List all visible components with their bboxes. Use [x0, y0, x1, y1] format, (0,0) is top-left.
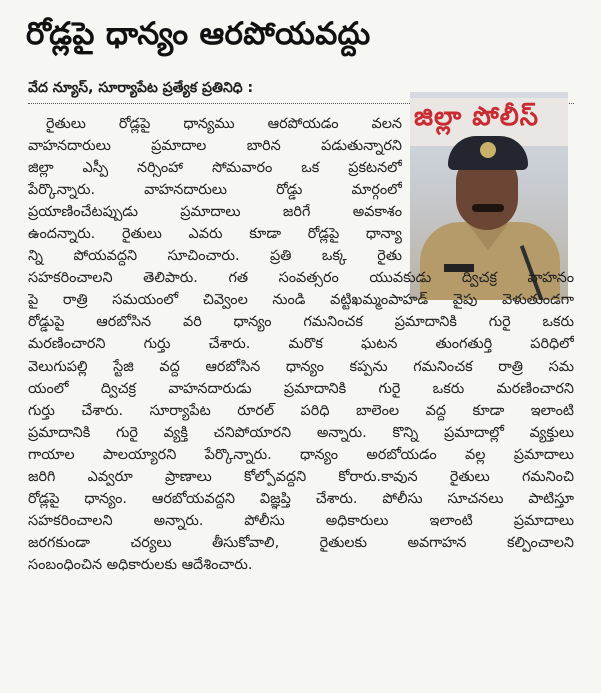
body-line: గాయాల పాలయ్యారని పేర్కొన్నారు. ధాన్యం అరబోయడం వల్ల ప్రమాదాలు: [28, 446, 574, 463]
body-line: ప్రమాదానికి గురై వ్యక్తి చనిపోయారని అన్నారు. కొన్ని ప్రమాదాల్లో వ్యక్తులు: [28, 424, 574, 441]
byline: వేద న్యూస్, సూర్యాపేట ప్రత్యేక ప్రతినిధి :: [28, 80, 254, 96]
body-line: పేర్కొన్నారు. వాహనదారులు రోడ్డు మార్గంలో: [28, 182, 402, 199]
body-line: జరగకుండా చర్యలు తీసుకోవాలి, రైతులకు అవగాహన కల్పించాలని: [28, 534, 574, 551]
body-line: ప్రయాణించేటప్పుడు ప్రమాదాలు జరిగే అవకాశం: [28, 204, 402, 221]
body-line: జరిగి ఎవ్వరూ ప్రాణాలు కోల్పోవద్దని కోరారు.కావున రైతులు గమనించి: [28, 468, 574, 485]
body-line: న్ని పోయవద్దని సూచించారు. ప్రతి ఒక్క రైతు: [28, 248, 402, 265]
body-line: రోడ్డుపై ఆరబోసిన వరి ధాన్యం గమనించక ప్రమాదానికి గురై ఒకరు: [28, 314, 574, 331]
body-line: సహకరించాలని అన్నారు. పోలీసు అధికారులు ఇలాంటి ప్రమాదాలు: [28, 512, 574, 529]
photo-banner-text: జిల్లా పోలీస్: [414, 102, 540, 132]
body-line: గుర్తు చేశారు. సూర్యాపేట రూరల్ పరిధి బాలెంల వద్ద కూడా ఇలాంటి: [28, 402, 574, 419]
body-line: జిల్లా ఎస్పీ నర్సింహా సోమవారం ఒక ప్రకటనలో: [28, 160, 402, 177]
body-line: సహకరించాలని తెలిపారు. గత సంవత్సరం యువకుడు ద్విచక్ర వాహనం: [28, 270, 574, 287]
body-line: ఉందన్నారు. రైతులు ఎవరు కూడా రోడ్లపై ధాన్యా: [28, 226, 402, 243]
article-body: [28, 113, 574, 576]
body-line: మరణించారని గుర్తు చేశారు. మరొక ఘటన తుంగతుర్తి పరిధిలో: [28, 336, 574, 353]
body-line: యంలో ద్విచక్ర వాహనదారుడు ప్రమాదానికి గురై ఒకరు మరణించారని: [28, 380, 574, 397]
headline: రోడ్లపై ధాన్యం ఆరపోయవద్దు: [26, 16, 371, 52]
body-line: పై రాత్రి సమయంలో చివ్వెంల నుండి వట్టిఖమ్మంపాహడ్ వైపు వెళుతుండగా: [28, 292, 574, 309]
body-line: వెలుగుపల్లి స్టేజి వద్ద ఆరబోసిన ధాన్యం కప్పను గమనించక రాత్రి సమ: [28, 358, 574, 375]
body-line: రోడ్లపై ధాన్యం. ఆరబోయవద్దని విజ్ఞప్తి చేశారు. పోలీసు సూచనలు పాటిస్తూ: [28, 490, 574, 507]
body-line: వాహనదారులు ప్రమాదాల బారిన పడుతున్నారని: [28, 138, 402, 155]
body-line: రైతులు రోడ్లపై ధాన్యము ఆరపోయడం వలన: [46, 116, 402, 132]
body-line: సంబంధించిన అధికారులకు ఆదేశించారు.: [28, 556, 253, 573]
